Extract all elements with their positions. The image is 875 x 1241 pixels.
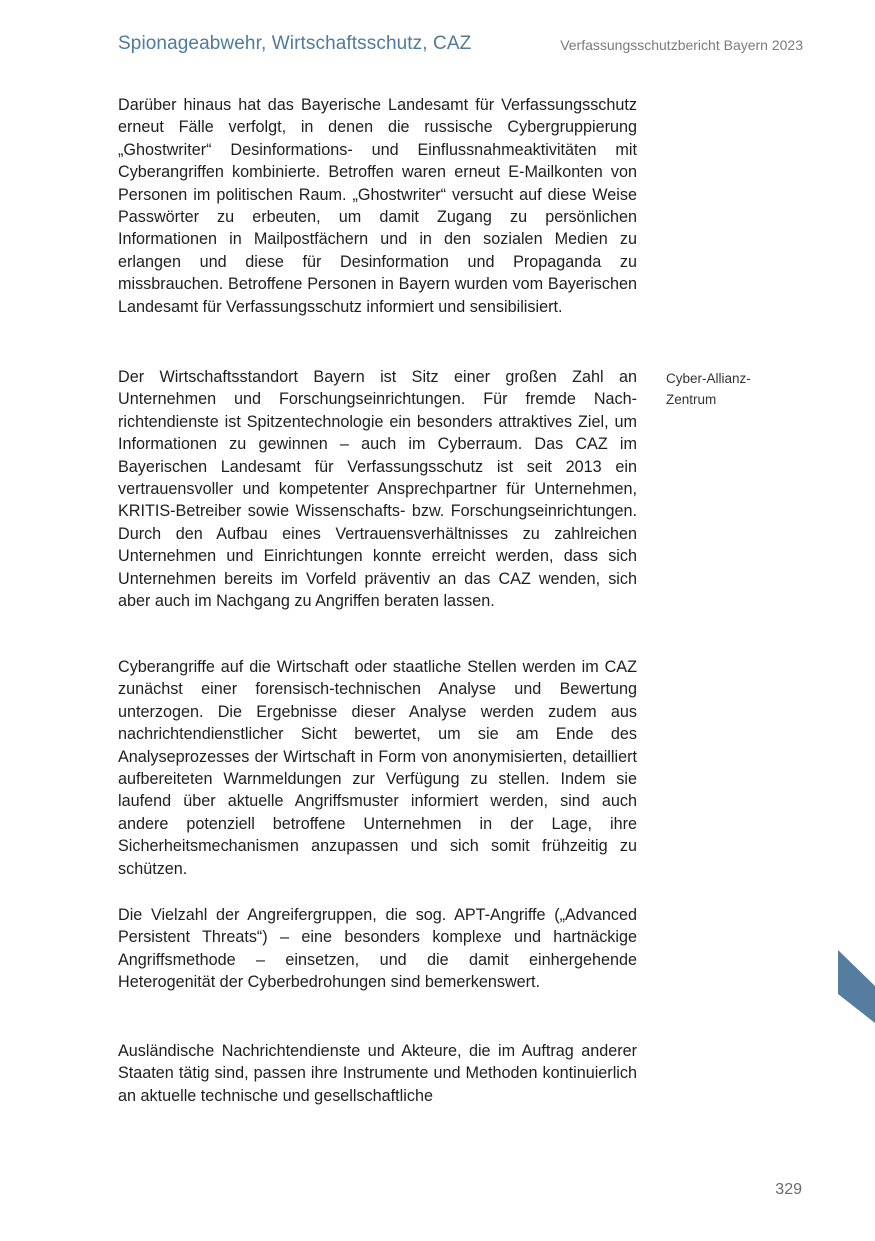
publication-title: Verfassungsschutzbericht Bayern 2023 — [560, 37, 803, 53]
margin-note-line: Zentrum — [666, 392, 717, 407]
page-number: 329 — [775, 1181, 802, 1198]
margin-note-cyber-allianz-zentrum — [666, 368, 776, 410]
chapter-title: Spionageabwehr, Wirtschaftsschutz, CAZ — [118, 33, 472, 54]
margin-note-line: Cyber-Allianz- — [666, 371, 751, 386]
paragraph-wirtschaftsstandort: Der Wirtschaftsstandort Bayern ist Sitz einer großen Zahl an Unternehmen und Forschungseinrichtungen. Für fremde Nachrichtendienste ist Spitzentechnologie ein besonders attraktives Ziel, um Informationen zu gewinnen – auch im Cyberraum. Das CAZ im Bayerischen Landesamt für Verfassungsschutz ist seit 2013 ein vertrauensvoller und kompetenter Ansprechpartner für Unternehmen, KRITIS-Betreiber sowie Wissenschafts- bzw. Forschungseinrichtungen. Durch den Aufbau eines Vertrauensverhältnisses zu zahlreichen Unternehmen und Einrichtungen konnte erreicht werden, dass sich Unternehmen bereits im Vorfeld präventiv an das CAZ wenden, sich aber auch im Nachgang zu Angriffen beraten lassen. — [118, 368, 637, 611]
paragraph-apt-angriffe: Die Vielzahl der Angreifergruppen, die sog. APT-Angriffe („Advanced Persistent Threats“) – eine besonders komplexe und hartnäckige Angriffsmethode – einsetzen, und die damit einhergehende Heterogenität der Cyberbedrohungen sind bemerkenswert. — [118, 906, 637, 992]
paragraph-cyberangriffe: Cyberangriffe auf die Wirtschaft oder staatliche Stellen werden im CAZ zunächst einer forensisch-technischen Analyse und Bewertung unterzogen. Die Ergebnisse dieser Analyse werden zudem aus nachrichtendienstlicher Sicht bewertet, um sie am Ende des Analyseprozesses der Wirtschaft in Form von anonymisierten, detailliert aufbereiteten Warnmeldungen zur Verfügung zu stellen. Indem sie laufend über aktuelle Angriffsmuster informiert werden, sind auch andere potenziell betroffene Unternehmen in der Lage, ihre Sicherheitsmechanismen anzupassen und sich somit frühzeitig zu schützen. — [118, 658, 637, 878]
chapter-tab-marker — [838, 950, 875, 1023]
paragraph-auslaendische-dienste: Ausländische Nachrichtendienste und Akteure, die im Auftrag anderer Staaten tätig sind, passen ihre Instrumente und Methoden kontinuierlich an aktuelle technische und gesellschaftliche — [118, 1042, 637, 1105]
paragraph-ghostwriter: Darüber hinaus hat das Bayerische Landesamt für Verfassungsschutz erneut Fälle verfolgt, in denen die russische Cybergruppierung „Ghostwriter“ Desinformations- und Einflussnahmeaktivitäten mit Cyberangriffen kombinierte. Betroffen waren erneut E-Mailkonten von Personen im politischen Raum. „Ghostwriter“ versucht auf diese Weise Passwörter zu erbeuten, um damit Zugang zu persönlichen Informationen in Mailpostfächern und in den sozialen Medien zu erlangen und diese für Desinformation und Propaganda zu missbrauchen. Betroffene Personen in Bayern wurden vom Bayerischen Landesamt für Verfassungsschutz informiert und sensibilisiert. — [118, 96, 637, 316]
